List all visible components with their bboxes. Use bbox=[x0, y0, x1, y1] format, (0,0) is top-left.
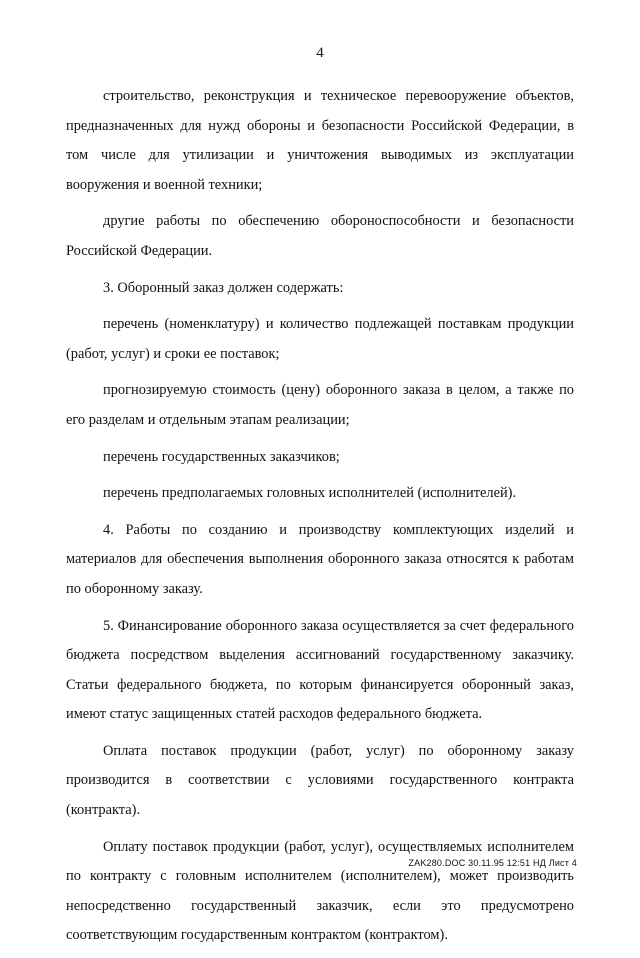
paragraph-other-works: другие работы по обеспечению обороноспособности и безопасности Российской Федерации. bbox=[66, 213, 574, 259]
paragraph-clause-4: 4. Работы по созданию и производству комплектующих изделий и материалов для обеспечения выполнения оборонного заказа относятся к работам по оборонному заказу. bbox=[66, 521, 574, 597]
document-footer: ZAK280.DOC 30.11.95 12:51 НД Лист 4 bbox=[408, 858, 577, 868]
paragraph-nomenclature: перечень (номенклатуру) и количество подлежащей поставкам продукции (работ, услуг) и сроки ее поставок; bbox=[66, 316, 574, 362]
page-number: 4 bbox=[316, 45, 324, 61]
paragraph-payment: Оплата поставок продукции (работ, услуг) по оборонному заказу производится в соответствии с условиями государственного контракта (контракта). bbox=[66, 742, 574, 819]
document-body bbox=[66, 82, 574, 958]
paragraph-clause-5: 5. Финансирование оборонного заказа осуществляется за счет федерального бюджета посредством выделения ассигнований государственному заказчику. Статьи федерального бюджета, по которым финансируется оборонный заказ, имеют статус защищенных статей расходов федерального бюджета. bbox=[66, 617, 574, 723]
paragraph-cost: прогнозируемую стоимость (цену) оборонного заказа в целом, а также по его разделам и отдельным этапам реализации; bbox=[66, 382, 574, 428]
paragraph-construction: строительство, реконструкция и техническое перевооружение объектов, предназначенных для нужд обороны и безопасности Российской Федерации, в том числе для утилизации и уничтожения выводимых из эксплуатации вооружения и военной техники; bbox=[66, 88, 574, 193]
paragraph-contractors: перечень предполагаемых головных исполнителей (исполнителей). bbox=[103, 485, 517, 502]
paragraph-customers: перечень государственных заказчиков; bbox=[103, 448, 340, 465]
paragraph-clause-3: 3. Оборонный заказ должен содержать: bbox=[103, 279, 344, 296]
paragraph-direct-payment: Оплату поставок продукции (работ, услуг), осуществляемых исполнителем по контракту с головным исполнителем (исполнителем), может производить непосредственно государственный заказчик, если это предусмотрено соответствующим государственным контрактом (контрактом). bbox=[66, 838, 574, 944]
